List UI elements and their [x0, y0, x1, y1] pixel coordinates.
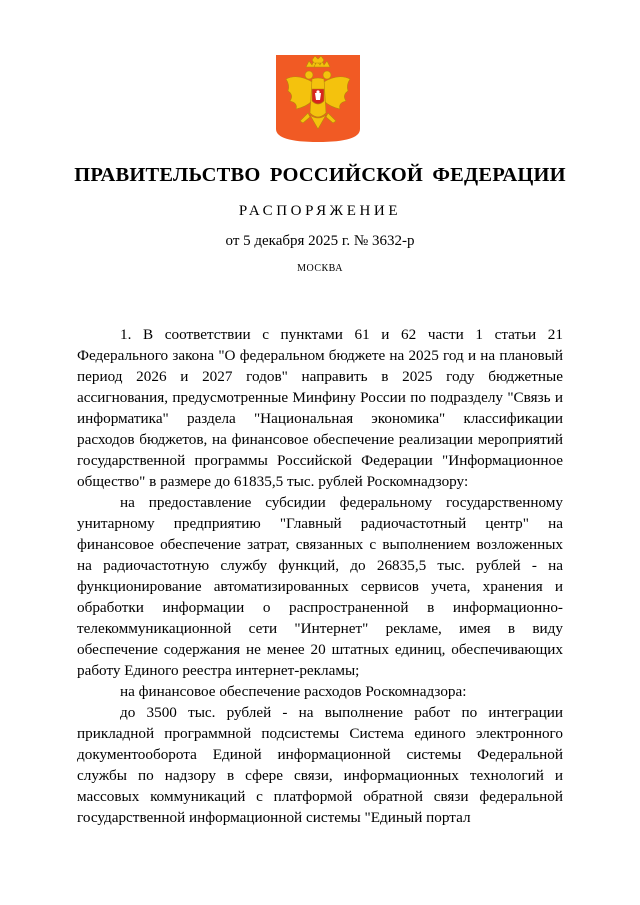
- document-city: МОСКВА: [297, 263, 343, 274]
- paragraph-4: до 3500 тыс. рублей - на выполнение работ по интеграции прикладной программной подсистемы Система единого электронного документооборота Единой информационной системы Федеральной службы по надзору в сфере связи, информационных технологий и массовых коммуникаций с платформой обратной связи федеральной государственной информационной системы "Единый портал: [77, 704, 563, 826]
- paragraph-3: на финансовое обеспечение расходов Роскомнадзора:: [120, 683, 467, 700]
- coat-of-arms-icon: [276, 55, 360, 142]
- document-body: [77, 324, 563, 828]
- document-type: РАСПОРЯЖЕНИЕ: [238, 203, 402, 219]
- paragraph-2: на предоставление субсидии федеральному государственному унитарному предприятию "Главный радиочастотный центр" на финансовое обеспечение затрат, связанных с выполнением возложенных на радиочастотную службу функций, до 26835,5 тыс. рублей - на функционирование автоматизированных сервисов учета, хранения и обработки информации о распространенной в информационно-телекоммуникационной сети "Интернет" рекламе, имея в виду обеспечение содержания не менее 20 штатных единиц, обеспечивающих работу Единого реестра интернет-рекламы;: [77, 494, 563, 679]
- government-title: ПРАВИТЕЛЬСТВО РОССИЙСКОЙ ФЕДЕРАЦИИ: [74, 164, 566, 186]
- paragraph-1: 1. В соответствии с пунктами 61 и 62 части 1 статьи 21 Федерального закона "О федеральном бюджете на 2025 год и на плановый период 2026 и 2027 годов" направить в 2025 году бюджетные ассигнования, предусмотренные Минфину России по подразделу "Связь и информатика" раздела "Национальная экономика" классификации расходов бюджетов, на финансовое обеспечение реализации мероприятий государственной программы Российской Федерации "Информационное общество" в размере до 61835,5 тыс. рублей Роскомнадзору:: [77, 326, 563, 490]
- document-date-number: от 5 декабря 2025 г. № 3632-р: [225, 233, 415, 249]
